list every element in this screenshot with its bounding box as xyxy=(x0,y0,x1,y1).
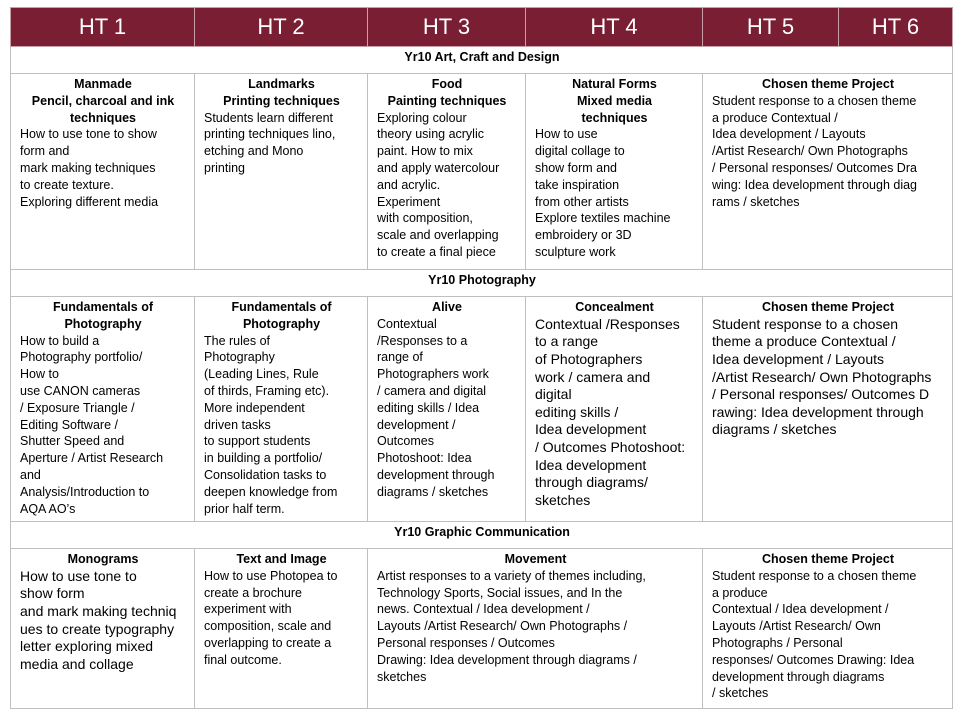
art-cell-ht2 xyxy=(195,74,368,270)
graphic-cell-ht2 xyxy=(195,549,368,709)
cell-title: Text and Image xyxy=(236,552,327,566)
art-section-title: Yr10 Art, Craft and Design xyxy=(11,47,953,74)
cell-title: Monograms xyxy=(67,552,139,566)
cell-title: Fundamentals of Photography xyxy=(52,300,153,331)
cell-body: How to use Photopea to create a brochure experiment with composition, scale and overlapping to create a final outcome. xyxy=(204,568,338,667)
graphic-content-row xyxy=(11,549,953,709)
art-cell-ht1 xyxy=(11,74,195,270)
photo-cell-ht1 xyxy=(11,297,195,522)
cell-body: Student response to a chosen theme a produce Contextual / Idea development / Layouts /Artist Research/ Own Photographs / Personal responses/ Outcomes D rawing: Idea development through diagrams / sketches xyxy=(712,315,932,438)
cell-title: Landmarks Printing techniques xyxy=(223,77,340,108)
cell-body: Contextual /Responses to a range of Photographers work / camera and digital editing skills / Idea development / Outcomes Photoshoot: Idea development through diagrams / sketches xyxy=(377,316,495,499)
cell-title: Chosen theme Project xyxy=(762,77,894,91)
header-ht4: HT 4 xyxy=(526,8,703,47)
cell-body: How to use tone to show form and mark making techniques to create texture. Exploring different media xyxy=(20,127,159,209)
cell-title: Food Painting techniques xyxy=(387,77,507,108)
cell-title: Chosen theme Project xyxy=(762,552,894,566)
photo-content-row xyxy=(11,297,953,522)
cell-body: How to use tone to show form and mark making techniq ues to create typography letter exploring mixed media and collage xyxy=(20,567,177,672)
cell-body: The rules of Photography (Leading Lines, Rule of thirds, Framing etc). More independent driven tasks to support students in building a portfolio/ Consolidation tasks to deepen knowledge from prior half term. xyxy=(204,333,338,516)
header-ht2: HT 2 xyxy=(195,8,368,47)
photo-section-row xyxy=(11,270,953,297)
photo-cell-ht5-6 xyxy=(703,297,953,522)
header-ht5: HT 5 xyxy=(703,8,839,47)
art-cell-ht4 xyxy=(526,74,703,270)
cell-title: Alive xyxy=(432,300,462,314)
curriculum-table xyxy=(10,7,953,709)
cell-body: Student response to a chosen theme a produce Contextual / Idea development / Layouts /Artist Research/ Own Photographs / Personal responses/ Outcomes Drawing: Idea development through diagrams / sketches xyxy=(712,568,917,701)
cell-title: Natural Forms Mixed media techniques xyxy=(572,77,657,125)
cell-title: Movement xyxy=(504,552,567,566)
cell-body: How to build a Photography portfolio/ How to use CANON cameras / Exposure Triangle / Editing Software / Shutter Speed and Aperture / Artist Research and Analysis/Introduction to AQA AO’s xyxy=(20,333,164,516)
graphic-section-title: Yr10 Graphic Communication xyxy=(11,522,953,549)
graphic-cell-ht5-6 xyxy=(703,549,953,709)
cell-title: Concealment xyxy=(575,300,654,314)
cell-body: Artist responses to a variety of themes including, Technology Sports, Social issues, and In the news. Contextual / Idea development / Layouts /Artist Research/ Own Photographs / Personal responses / Outcomes Drawing: Idea development through diagrams / sketches xyxy=(377,568,646,684)
cell-body: How to use digital collage to show form and take inspiration from other artists Explore textiles machine embroidery or 3D sculpture work xyxy=(535,127,671,259)
cell-body: Exploring colour theory using acrylic paint. How to mix and apply watercolour and acrylic. Experiment with composition, scale and overlapping to create a final piece xyxy=(377,110,500,259)
graphic-section-row xyxy=(11,522,953,549)
cell-body: Students learn different printing techniques lino, etching and Mono printing xyxy=(204,110,336,175)
art-section-row xyxy=(11,47,953,74)
graphic-cell-ht3-4 xyxy=(368,549,703,709)
art-cell-ht5-6 xyxy=(703,74,953,270)
photo-cell-ht4 xyxy=(526,297,703,522)
photo-cell-ht2 xyxy=(195,297,368,522)
graphic-cell-ht1 xyxy=(11,549,195,709)
photo-cell-ht3 xyxy=(368,297,526,522)
header-ht3: HT 3 xyxy=(368,8,526,47)
header-ht1: HT 1 xyxy=(11,8,195,47)
cell-title: Chosen theme Project xyxy=(762,300,894,314)
cell-body: Student response to a chosen theme a produce Contextual / Idea development / Layouts /Artist Research/ Own Photographs / Personal responses/ Outcomes Dra wing: Idea development through diag rams / sketches xyxy=(712,93,918,209)
cell-title: Fundamentals of Photography xyxy=(231,300,332,331)
cell-body: Contextual /Responses to a range of Photographers work / camera and digital editing skills / Idea development / Outcomes Photoshoot: Idea development through diagrams/ sketches xyxy=(535,315,686,508)
art-cell-ht3 xyxy=(368,74,526,270)
art-content-row xyxy=(11,74,953,270)
cell-title: Manmade Pencil, charcoal and ink techniques xyxy=(31,77,175,125)
header-ht6: HT 6 xyxy=(839,8,953,47)
header-row xyxy=(11,8,953,47)
photo-section-title: Yr10 Photography xyxy=(11,270,953,297)
